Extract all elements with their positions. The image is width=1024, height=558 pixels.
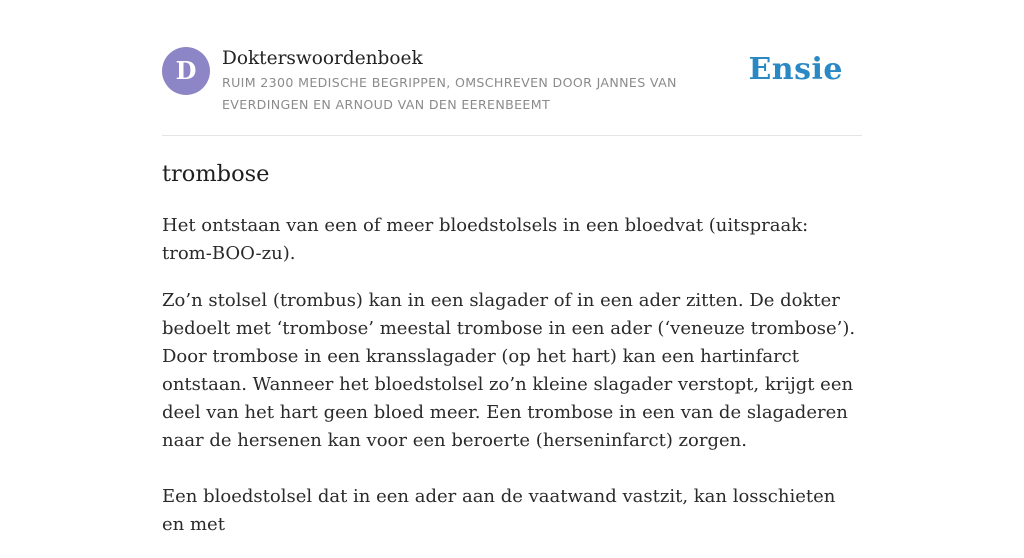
definition-paragraph-2: Zo’n stolsel (trombus) kan in een slagader of in een ader zitten. De dokter bedoelt met ‘trombose’ meestal trombose in een ader (‘veneuze trombose’). Door trombose in een kransslagader (op het hart) kan een hartinfarct ontstaan. Wanneer het bloedstolsel zo’n kleine slagader verstopt, krijgt een deel van het hart geen bloed meer. Een trombose in een van de slagaderen naar de hersenen kan voor een beroerte (herseninfarct) zorgen. — [162, 290, 856, 451]
entry-page — [162, 0, 862, 535]
ensie-logo-link[interactable]: Ensie — [748, 52, 843, 87]
source-title-link[interactable]: Dokterswoordenboek — [222, 48, 423, 69]
source-info — [222, 47, 702, 116]
source-avatar[interactable]: D — [162, 47, 210, 95]
source-header — [162, 47, 862, 117]
header-divider — [162, 135, 862, 136]
entry-definition — [162, 212, 862, 558]
definition-paragraph-1: Het ontstaan van een of meer bloedstolsels in een bloedvat (uitspraak: trom-BOO-zu). — [162, 215, 809, 264]
entry-term-heading: trombose — [162, 161, 270, 187]
source-subtitle: RUIM 2300 MEDISCHE BEGRIPPEN, OMSCHREVEN DOOR JANNES VAN EVERDINGEN EN ARNOUD VAN DEN EERENBEEMT — [222, 75, 677, 112]
definition-paragraph-3: Een bloedstolsel dat in een ader aan de vaatwand vastzit, kan losschieten en met — [162, 486, 836, 535]
